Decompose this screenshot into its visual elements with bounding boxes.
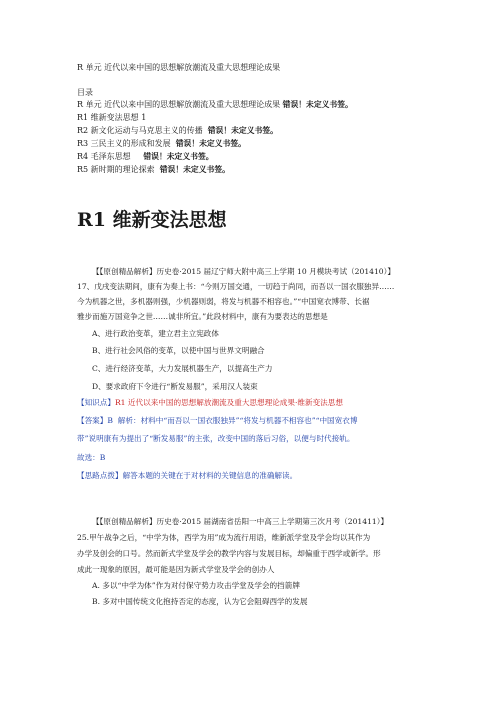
option-d: D、要求政府下令进行“断发易服”，采用汉人装束 bbox=[92, 382, 258, 391]
question-stem-line: 17、戊戌变法期间，康有为奏上书：“今则万国交通，一切趋于尚同，而吾以一国衣服独异…… bbox=[77, 282, 395, 291]
question-stem-line: 今为机器之世，多机器则强，少机器则弱，将发与机器不相容也。”“中国宽衣博带、长裾 bbox=[77, 297, 370, 306]
question-source: 【【原创精品解析】历史卷·2015 届湖南省岳阳一中高三上学期第三次月考（201411）】 bbox=[92, 517, 389, 526]
idea-label: 【思路点拨】 bbox=[77, 471, 123, 480]
toc-entry-text: R4 毛泽东思想 bbox=[77, 152, 131, 161]
option-b: B. 多对中国传统文化抱持否定的态度，认为它会阻碍西学的发展 bbox=[92, 597, 308, 606]
toc-entry[interactable] bbox=[77, 125, 278, 136]
option-a: A、进行政治变革，建立君主立宪政体 bbox=[92, 329, 219, 338]
answer-text-line: 带”说明康有为提出了“断发易服”的主张，改变中国的落后习俗，以便与时代接轨。 bbox=[77, 434, 355, 443]
question-source: 【【原创精品解析】历史卷·2015 届辽宁师大附中高三上学期 10 月模块考试（201410）】 bbox=[92, 267, 396, 276]
answer-text-line: 解析：材料中“而吾以一国衣服独异”“将发与机器不相容也”“中国宽衣博 bbox=[117, 416, 358, 425]
answer-conclusion: 故选：B bbox=[77, 453, 106, 462]
question-stem-line: 办学及创会的口号。然而新式学堂及学会的教学内容与发展目标，却偏重于西学或新学。形 bbox=[77, 549, 381, 558]
option-b: B、进行社会风俗的变革，以使中国与世界文明融合 bbox=[92, 346, 265, 355]
idea-hint bbox=[77, 470, 297, 481]
knowledge-label: 【知识点】 bbox=[77, 398, 115, 407]
toc-entry[interactable] bbox=[77, 112, 146, 123]
toc-entry[interactable] bbox=[77, 99, 353, 110]
toc-entry-text: R3 三民主义的形成和发展 bbox=[77, 139, 171, 148]
question-stem-line: 25.甲午战争之后，“中学为体，西学为用”成为流行用语，维新派学堂及学会均以其作为 bbox=[77, 533, 371, 542]
toc-entry-error: 错误！未定义书签。 bbox=[143, 152, 214, 161]
toc-entry-error: 错误！未定义书签。 bbox=[175, 139, 246, 148]
section-title: R1 维新变法思想 bbox=[77, 209, 227, 231]
header-line: R 单元 近代以来中国的思想解放潮流及重大思想理论成果 bbox=[77, 63, 281, 72]
knowledge-text: R1 近代以来中国的思想解放潮流及重大思想理论成果·维新变法思想 bbox=[114, 398, 343, 407]
idea-text: 解答本题的关键在于对材料的关键信息的准确解读。 bbox=[122, 471, 298, 480]
toc-entry-text: R2 新文化运动与马克思主义的传播 bbox=[77, 126, 203, 135]
question-stem-line: 雅步而施万国竞争之世……诚非所宜。”此段材料中，康有为要表达的思想是 bbox=[77, 312, 328, 321]
toc-entry-text: R5 新时期的理论探索 bbox=[77, 165, 155, 174]
toc-entry-error: 错误！未定义书签。 bbox=[207, 126, 278, 135]
toc-entry[interactable] bbox=[77, 151, 214, 162]
answer-line bbox=[77, 415, 357, 426]
toc-entry[interactable] bbox=[77, 138, 246, 149]
toc-entry-error: 错误！未定义书签。 bbox=[159, 165, 230, 174]
answer-label: 【答案】B bbox=[77, 416, 113, 425]
toc-entry-error: 错误！未定义书签。 bbox=[282, 100, 353, 109]
toc-entry-text: R1 维新变法思想 1 bbox=[77, 113, 147, 122]
toc-entry-text: R 单元 近代以来中国的思想解放潮流及重大思想理论成果 bbox=[77, 100, 281, 109]
question-stem-line: 成此一现象的原因，最可能是因为新式学堂及学会的创办人 bbox=[77, 565, 275, 574]
knowledge-point bbox=[77, 397, 343, 408]
toc-label: 目录 bbox=[77, 88, 93, 97]
toc-entry[interactable] bbox=[77, 164, 230, 175]
option-c: C、进行经济变革，大力发展机器生产，以提高生产力 bbox=[92, 364, 273, 373]
option-a: A. 多以“中学为体”作为对付保守势力攻击学堂及学会的挡箭牌 bbox=[92, 581, 300, 590]
